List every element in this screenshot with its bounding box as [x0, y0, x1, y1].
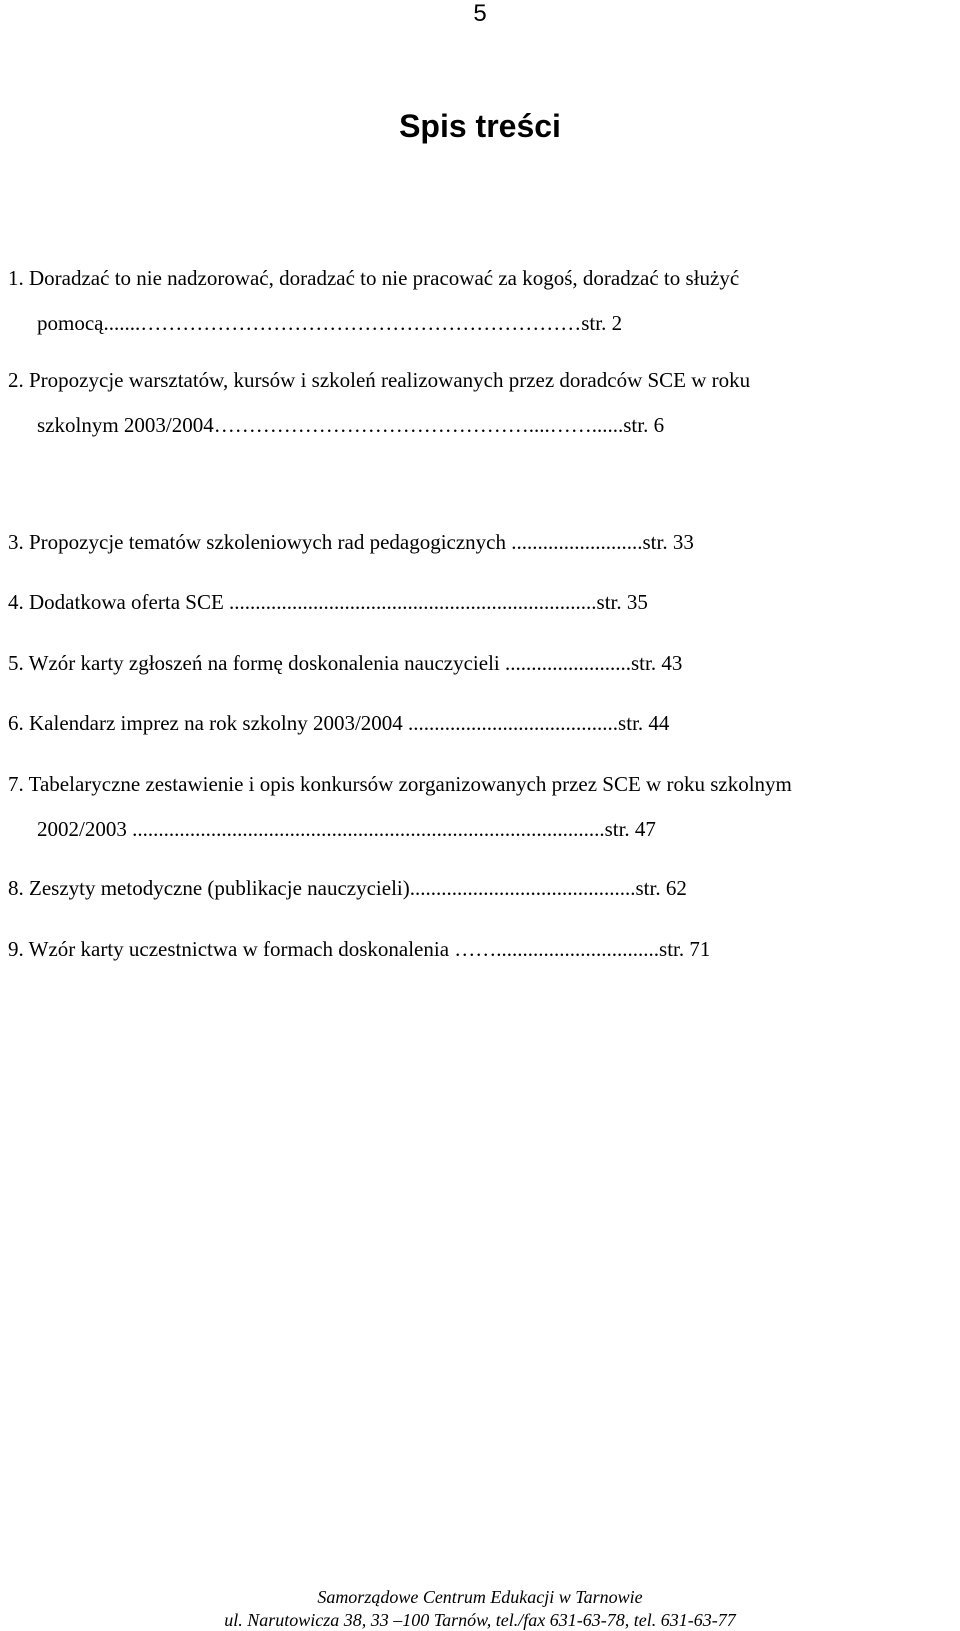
toc-entry-4: 4. Dodatkowa oferta SCE ......................................................................str. 35	[8, 590, 648, 614]
toc-entry-7-line-2: 2002/2003 ..........................................................................................str. 47	[37, 817, 656, 841]
toc-entry-5: 5. Wzór karty zgłoszeń na formę doskonalenia nauczycieli ........................str. 43	[8, 651, 683, 675]
toc-entry-1-line-2: pomocą.......………………………………………………………str. 2	[37, 311, 623, 335]
footer-address: ul. Narutowicza 38, 33 –100 Tarnów, tel./fax 631-63-78, tel. 631-63-77	[224, 1610, 736, 1630]
toc-entry-3: 3. Propozycje tematów szkoleniowych rad pedagogicznych .........................str. 33	[8, 530, 694, 554]
toc-entry-9: 9. Wzór karty uczestnictwa w formach doskonalenia ……...............................str. 71	[8, 937, 711, 961]
page-number: 5	[473, 0, 487, 27]
footer-institution: Samorządowe Centrum Edukacji w Tarnowie	[317, 1587, 643, 1607]
toc-entry-1-line-1: 1. Doradzać to nie nadzorować, doradzać to nie pracować za kogoś, doradzać to służyć	[8, 266, 740, 290]
toc-entry-2-line-1: 2. Propozycje warsztatów, kursów i szkoleń realizowanych przez doradców SCE w roku	[8, 368, 751, 392]
page-title: Spis treści	[399, 108, 561, 144]
toc-entry-7-line-1: 7. Tabelaryczne zestawienie i opis konkursów zorganizowanych przez SCE w roku szkolnym	[8, 772, 792, 796]
toc-entry-8: 8. Zeszyty metodyczne (publikacje nauczycieli)...........................................str. 62	[8, 876, 687, 900]
toc-entry-2-line-2: szkolnym 2003/2004………………………………………....……......str. 6	[37, 413, 665, 437]
toc-entry-6: 6. Kalendarz imprez na rok szkolny 2003/2004 ........................................str. 44	[8, 711, 670, 735]
